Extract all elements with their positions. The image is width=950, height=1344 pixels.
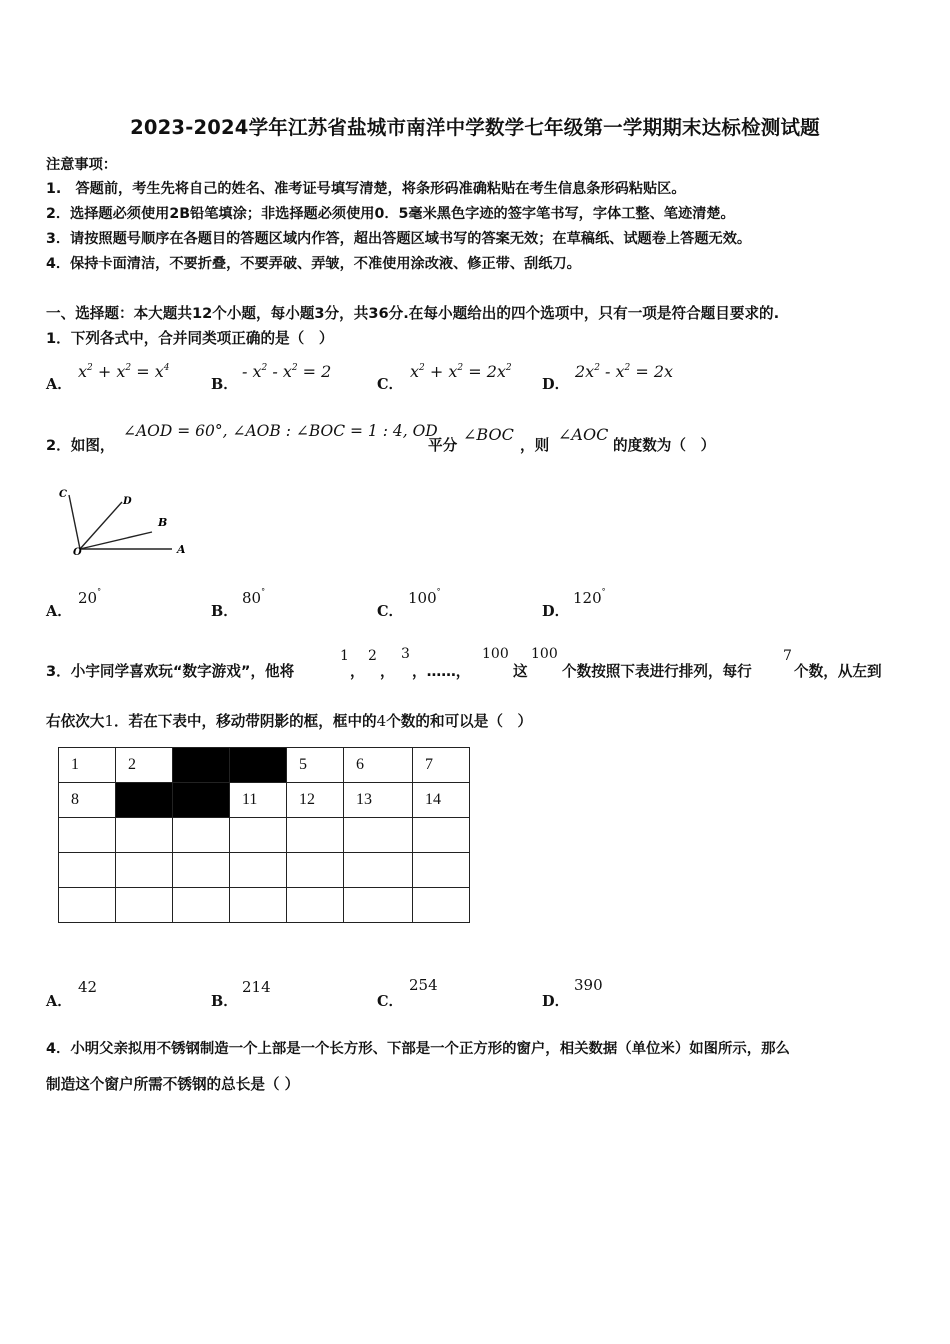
number-table xyxy=(58,747,470,923)
q1-option-b-formula: - $x^2 - x^2 = 2$ xyxy=(242,362,332,381)
q3-number: 3 xyxy=(401,646,410,662)
shaded-cell xyxy=(173,783,230,818)
q1-option-d-label: D． xyxy=(542,376,570,393)
q3-number: 1 xyxy=(340,648,349,664)
q2-option-d-value: 120° xyxy=(573,587,606,607)
label-o: O xyxy=(73,547,82,558)
question-2-text: ，则 xyxy=(520,437,550,454)
q3-number: 100 xyxy=(482,646,509,662)
table-cell xyxy=(230,853,287,888)
q2-option-b-value: 80° xyxy=(242,587,266,607)
table-cell xyxy=(413,853,470,888)
table-cell: 7 xyxy=(413,748,470,783)
table-cell xyxy=(230,818,287,853)
table-cell: 5 xyxy=(287,748,344,783)
q3-option-c-value: 254 xyxy=(409,976,438,994)
notice-heading: 注意事项： xyxy=(46,157,117,173)
q1-option-a-formula: $x^2 + x^2 = x^4$ xyxy=(78,362,170,381)
q1-option-a-label: A． xyxy=(46,376,72,393)
table-cell: 6 xyxy=(344,748,413,783)
table-cell xyxy=(173,853,230,888)
angle-figure xyxy=(52,480,202,565)
table-cell: 14 xyxy=(413,783,470,818)
table-cell xyxy=(116,888,173,923)
table-cell xyxy=(344,818,413,853)
q2-option-c-value: 100° xyxy=(408,587,441,607)
ray-oc xyxy=(69,495,80,549)
table-cell xyxy=(287,853,344,888)
table-cell xyxy=(59,853,116,888)
question-2-formula: ∠AOD = 60°, ∠AOB : ∠BOC = 1 : 4, OD xyxy=(123,422,438,440)
question-2-formula-boc: ∠BOC xyxy=(463,425,514,444)
q2-option-d-label: D． xyxy=(542,603,570,620)
q3-option-a-label: A． xyxy=(46,993,72,1010)
q3-comma: ， xyxy=(350,663,365,680)
question-2-prefix: 2．如图， xyxy=(46,437,115,454)
q3-text: 个数按照下表进行排列，每行 xyxy=(562,663,752,680)
question-4-line2: 制造这个窗户所需不锈钢的总长是（ ） xyxy=(46,1076,300,1093)
q3-comma: ， xyxy=(380,663,395,680)
question-1-stem: 1．下列各式中，合并同类项正确的是（ ） xyxy=(46,330,334,347)
table-cell xyxy=(116,818,173,853)
table-cell xyxy=(116,853,173,888)
shaded-cell xyxy=(173,748,230,783)
q2-option-b-label: B． xyxy=(211,603,238,620)
label-b: B xyxy=(158,516,168,529)
q3-text: 个数，从左到 xyxy=(794,663,882,680)
shaded-cell xyxy=(116,783,173,818)
question-2-suffix: 的度数为（ ） xyxy=(613,437,716,454)
table-cell xyxy=(344,888,413,923)
table-cell xyxy=(413,818,470,853)
label-d: D xyxy=(123,496,132,507)
q1-option-c-label: C． xyxy=(377,376,404,393)
table-cell xyxy=(173,888,230,923)
q3-dots: ，……， xyxy=(412,663,471,680)
table-row xyxy=(59,888,470,923)
q3-option-a-value: 42 xyxy=(78,978,98,996)
label-a: A xyxy=(177,543,186,556)
ray-od xyxy=(80,502,122,549)
question-2-text: 平分 xyxy=(428,437,458,454)
q1-option-c-formula: $x^2 + x^2 = 2x^2$ xyxy=(410,362,512,381)
shaded-cell xyxy=(230,748,287,783)
q3-option-d-label: D． xyxy=(542,993,570,1010)
question-3-text: 3．小宇同学喜欢玩“数字游戏”，他将 xyxy=(46,663,295,680)
table-cell xyxy=(287,818,344,853)
table-cell: 2 xyxy=(116,748,173,783)
section-heading: 一、选择题：本大题共12个小题，每小题3分，共36分.在每小题给出的四个选项中，只有一项是符合题目要求的. xyxy=(46,305,780,322)
q3-option-c-label: C． xyxy=(377,993,404,1010)
notice-item: 3．请按照题号顺序在各题目的答题区域内作答，超出答题区域书写的答案无效；在草稿纸、试题卷上答题无效。 xyxy=(46,231,752,247)
table-row xyxy=(59,818,470,853)
q3-option-d-value: 390 xyxy=(574,976,603,994)
table-cell: 1 xyxy=(59,748,116,783)
question-2-formula-aoc: ∠AOC xyxy=(558,425,609,444)
table-row xyxy=(59,783,470,818)
table-cell xyxy=(287,888,344,923)
label-c: C xyxy=(59,489,67,500)
ray-ob xyxy=(80,532,152,549)
q2-option-a-value: 20° xyxy=(78,587,102,607)
notice-item: 1. 答题前，考生先将自己的姓名、准考证号填写清楚，将条形码准确粘贴在考生信息条形码粘贴区。 xyxy=(46,181,686,197)
table-cell: 13 xyxy=(344,783,413,818)
q3-number: 100 xyxy=(531,646,558,662)
q3-text: 这 xyxy=(513,663,528,680)
q1-option-d-formula: $2x^2 - x^2 = 2x$ xyxy=(575,362,674,381)
table-cell: 12 xyxy=(287,783,344,818)
table-cell xyxy=(173,818,230,853)
q3-line2: 右依次大1．若在下表中，移动带阴影的框，框中的4个数的和可以是（ ） xyxy=(46,712,533,730)
question-4-line1: 4．小明父亲拟用不锈钢制造一个上部是一个长方形、下部是一个正方形的窗户，相关数据（单位米）如图所示，那么 xyxy=(46,1041,790,1057)
q2-option-a-label: A． xyxy=(46,603,72,620)
q1-option-b-label: B． xyxy=(211,376,238,393)
table-row xyxy=(59,853,470,888)
table-cell xyxy=(59,888,116,923)
table-cell xyxy=(59,818,116,853)
table-cell xyxy=(344,853,413,888)
q3-option-b-label: B． xyxy=(211,993,238,1010)
table-cell: 8 xyxy=(59,783,116,818)
q3-number: 2 xyxy=(368,648,377,664)
table-cell xyxy=(413,888,470,923)
q2-option-c-label: C． xyxy=(377,603,404,620)
notice-item: 4．保持卡面清洁，不要折叠，不要弄破、弄皱，不准使用涂改液、修正带、刮纸刀。 xyxy=(46,256,581,272)
table-row xyxy=(59,748,470,783)
q3-number: 7 xyxy=(783,648,792,664)
q3-option-b-value: 214 xyxy=(242,978,271,996)
page-title: 2023-2024学年江苏省盐城市南洋中学数学七年级第一学期期末达标检测试题 xyxy=(130,116,820,139)
notice-item: 2．选择题必须使用2B铅笔填涂；非选择题必须使用0．5毫米黑色字迹的签字笔书写，字体工整、笔迹清楚。 xyxy=(46,206,735,222)
table-cell: 11 xyxy=(230,783,287,818)
table-cell xyxy=(230,888,287,923)
